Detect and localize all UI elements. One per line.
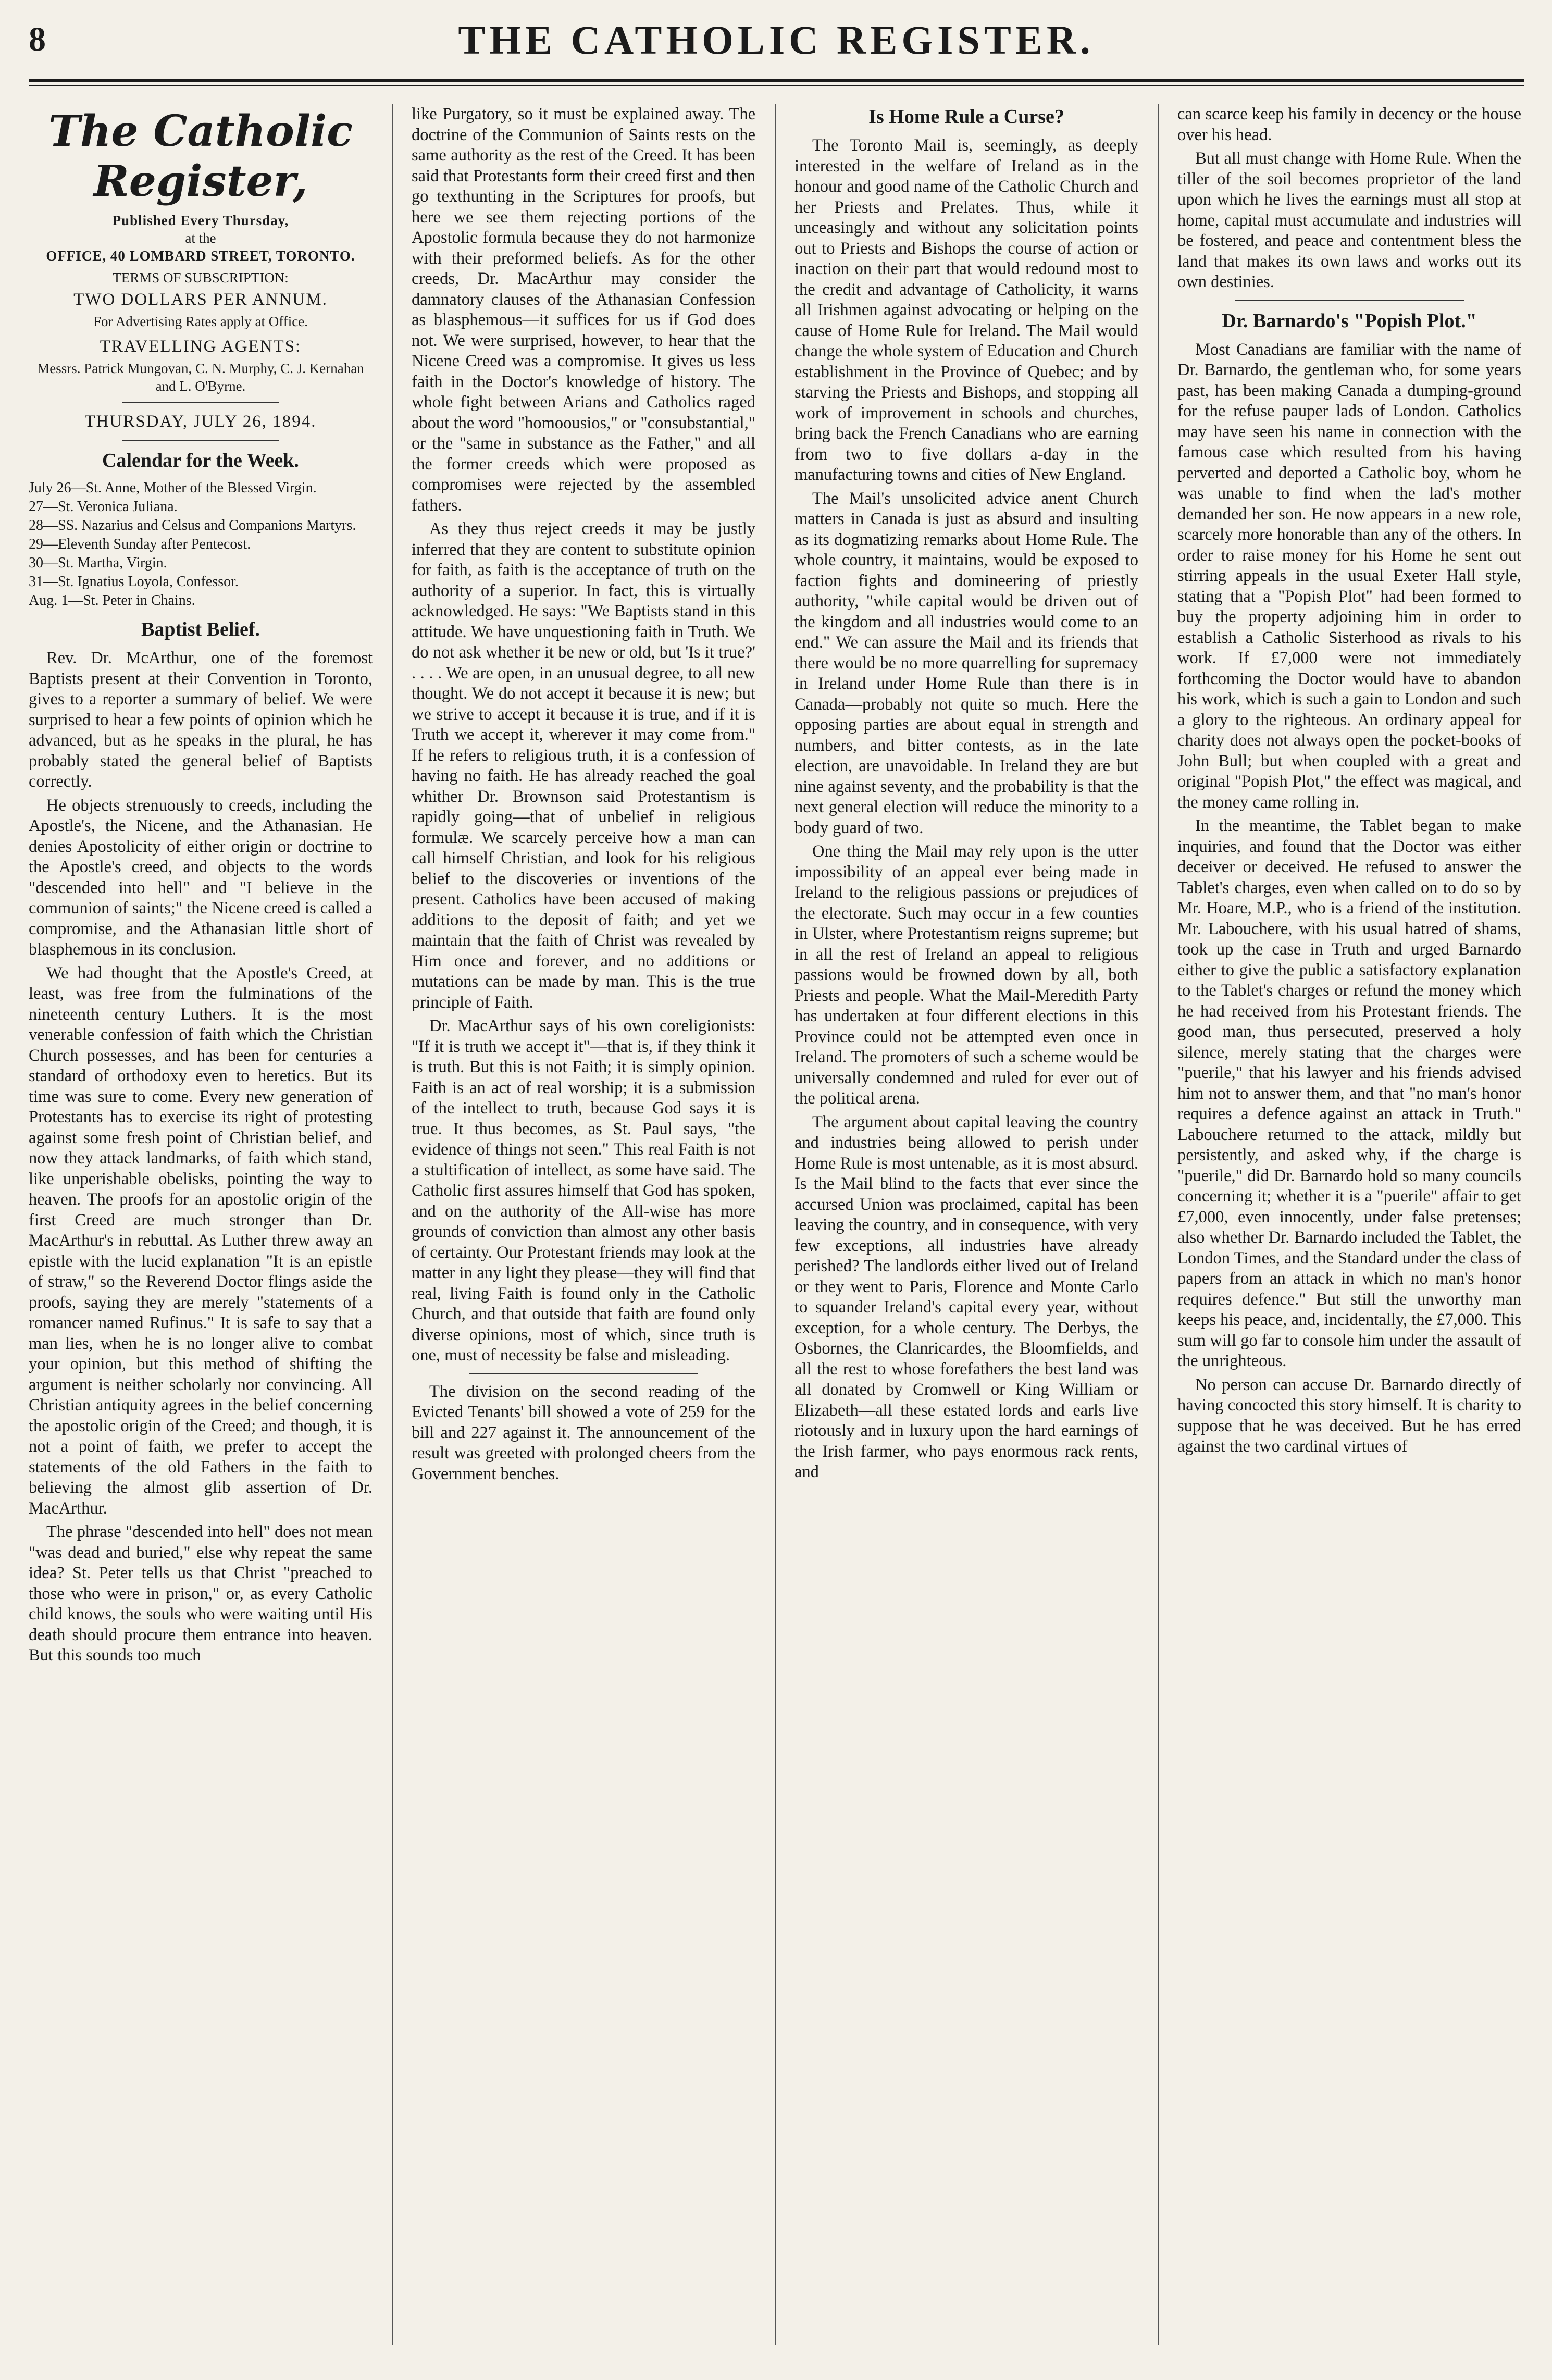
- calendar-entry: 30—St. Martha, Virgin.: [29, 555, 167, 571]
- article-paragraph: The phrase "descended into hell" does not mean "was dead and buried," else why repeat the same idea? St. Peter tells us that Christ "preached to those who were in prison," or, as every Catholic child knows, the souls who were waiting until His death should procure them entrance into heaven. But this sounds too much: [29, 1522, 373, 1665]
- column-3: [794, 104, 1138, 2360]
- article-paragraph: like Purgatory, so it must be explained away. The doctrine of the Communion of Saints rests on the same authority as the rest of the Creed. It has been said that Protestants form their creed first and then go texthunting in the Scriptures for proofs, but here we see them rejecting portions of the Apostolic formula because they do not harmonize with their preformed beliefs. As for the other creeds, Dr. MacArthur may consider the damnatory clauses of the Athanasian Confession as blasphemous—it suffices for us if God does not. We were surprised, however, to hear that the Nicene Creed was a compromise. It gives us less faith in the Doctor's knowledge of history. The whole fight between Arians and Catholics raged about the word "homoousios," or "consubstantial," or the "same in substance as the Father," and all the former creeds which were proposed as compromises were rejected by the assembled fathers.: [412, 105, 755, 515]
- column-4: [1177, 104, 1521, 2360]
- subscription-price: TWO DOLLARS PER ANNUM.: [73, 290, 328, 309]
- column-divider: [775, 104, 776, 2345]
- page-number: 8: [29, 20, 46, 58]
- page-header: [29, 10, 1524, 89]
- calendar-entry: 29—Eleventh Sunday after Pentecost.: [29, 536, 251, 552]
- publication-at: at the: [185, 230, 216, 246]
- division-vote-paragraph: The division on the second reading of the Evicted Tenants' bill showed a vote of 259 for the bill and 227 against it. The announcement of the result was greeted with prolonged cheers from the Government benches.: [412, 1382, 755, 1483]
- article-paragraph: Rev. Dr. McArthur, one of the foremost Baptists present at their Convention in Toronto, gives to a reporter a summary of belief. We were surprised to hear a few points of opinion which he advanced, but as he speaks in the plural, he has probably stated the general belief of Baptists correctly.: [29, 649, 373, 791]
- newspaper-title: THE CATHOLIC REGISTER.: [458, 17, 1095, 63]
- article-paragraph: Most Canadians are familiar with the name of Dr. Barnardo, the gentleman who, for some years past, has been making Canada a dumping-ground for the refuse pauper lads of London. Catholics may have seen his name in connection with the famous case which resulted from his having perverted and deported a Catholic boy, whom he was unable to find when the lad's mother demanded her son. He now appears in a new role, scarcely more honorable than any of the others. In order to raise money for his Home he sent out stirring appeals in the usual Exeter Hall style, stating that a "Popish Plot" had been formed to buy the property adjoining him in order to establish a Catholic Sisterhood as rivals to his work. If £7,000 were not immediately forthcoming the Doctor would have to abandon his work, which is such a gain to London and such a glory to the righteous. An ordinary appeal for charity does not always open the pocket-books of John Bull; but when coupled with a great and original "Popish Plot," the effect was magical, and the money came rolling in.: [1177, 340, 1521, 812]
- terms-heading: TERMS OF SUBSCRIPTION:: [113, 270, 289, 286]
- advertising-note: For Advertising Rates apply at Office.: [93, 314, 308, 329]
- article-paragraph: The argument about capital leaving the country and industries being allowed to perish under Home Rule is most untenable, as it is most absurd. Is the Mail blind to the facts that ever since the accursed Union was proclaimed, capital has been leaving the country, and in consequence, with very few exceptions, all industries have already perished? The landlords either lived out of Ireland or they went to Paris, Florence and Monte Carlo to squander Ireland's capital every year, without exception, for a whole century. The Derbys, the Osbornes, the Clanricardes, the Bloomfields, and all the rest to whose forefathers the best land was all donated by Cromwell or King William or Elizabeth—all these estated lords and earls live riotously and in luxury upon the hard earnings of the Irish farmer, who pays enormous rack rents, and: [794, 1112, 1138, 1481]
- office-address: OFFICE, 40 LOMBARD STREET, TORONTO.: [46, 248, 355, 264]
- column-divider: [392, 104, 393, 2345]
- column-divider: [1158, 104, 1159, 2345]
- header-rule: [29, 79, 1524, 82]
- article-paragraph: The Toronto Mail is, seemingly, as deeply interested in the welfare of Ireland as in the honour and good name of the Catholic Church and her Priests and Prelates. Thus, while it unceasingly and without any solicitation points out to Priests and Bishops the course of action or inaction on their part that would redound most to the credit and advantage of Catholicity, it warns all Irishmen against advocating or helping on the cause of Home Rule for Ireland. The Mail would change the whole system of Education and Church establishment in the Province of Quebec; and by starving the Priests and Bishops, and stopping all work of improvement in schools and churches, bring back the French Canadians who are earning from two to five dollars a-day in the manufacturing towns and cities of New England.: [794, 136, 1138, 484]
- article-paragraph: As they thus reject creeds it may be justly inferred that they are content to substitute opinion for faith, as faith is the acceptance of truth on the authority of a superior. In fact, this is virtually acknowledged. He says: "We Baptists stand in this attitude. We have unquestioning faith in Truth. We do not ask whether it be new or old, but 'Is it true?' . . . . We are open, in an unusual degree, to all new thought. We do not accept it because it is new; but we strive to accept it because it is true, and if it is Truth we accept it, wherever it may come from." If he refers to religious truth, it is a confession of having no faith. He has already reached the goal whither Dr. Brownson said Protestantism is rapidly going—that of unbelief in religious formulæ. We scarcely perceive how a man can call himself Christian, and look for his religious belief to the discoveries or inventions of the present. Catholics have been accused of making additions to the deposit of faith; and yet we maintain that the faith of Christ was revealed by Him once and forever, and no additions or mutations can be made by man. This is the true principle of Faith.: [412, 519, 755, 1012]
- article-paragraph: We had thought that the Apostle's Creed, at least, was free from the fulminations of the nineteenth century Luthers. It is the most venerable confession of faith which the Christian Church possesses, and has been for centuries a standard of orthodoxy even to heretics. But its time was sure to come. Every new generation of Protestants has to exercise its right of protesting against some fresh point of Christian belief, and now they attack landmarks, of faith which stand, like unperishable obelisks, pointing the way to heaven. The proofs for an apostolic origin of the first Creed are much stronger than Dr. MacArthur's in rebuttal. As Luther threw away an epistle with the lucid explanation "It is an epistle of straw," so the Reverend Doctor flings aside the proofs, saying they are merely "statements of a romancer named Rufinus." It is safe to say that a man lies, when he is no longer alive to combat your opinion, but this method of shifting the argument is neither scholarly nor convincing. All Christian antiquity agrees in the belief concerning the apostolic origin of the Creed; and though, it is not a point of faith, we prefer to accept the statements of the old Fathers in the faith to believing the almost glib assertion of Dr. MacArthur.: [29, 963, 373, 1518]
- section-divider: [122, 440, 279, 441]
- masthead-blackletter: The Catholic Register,: [48, 106, 353, 206]
- article-paragraph: can scarce keep his family in decency or the house over his head.: [1177, 105, 1521, 144]
- article-paragraph: In the meantime, the Tablet began to make inquiries, and found that the Doctor was either deceiver or deceived. He refused to answer the Tablet's charges, even when called on to do so by Mr. Hoare, M.P., who is a friend of the institution. Mr. Labouchere, with his usual hatred of shams, took up the case in Truth and urged Barnardo either to give the public a satisfactory explanation to the Tablet's charges or refund the money which he had received from his Protestant friends. The good man, thus persecuted, preserved a holy silence, merely stating that the charges were "puerile," that his lawyer and his friends advised him not to answer them, and that "no man's honor requires a defence against an attack in Truth." Labouchere returned to the attack, mildly but persistently, and asked why, if the charge is "puerile," did Dr. Barnardo hold so many councils concerning it; whether it is a "puerile" affair to get £7,000, even innocently, under false pretenses; also whether Dr. Barnardo included the Tablet, the London Times, and the Standard under the class of papers from an attack in which no man's honor requires defence." But still the unworthy man keeps his peace, and, incidentally, the £7,000. This sum will go far to console him under the assault of the unrighteous.: [1177, 816, 1521, 1370]
- calendar-entry: 28—SS. Nazarius and Celsus and Companions Martyrs.: [29, 517, 356, 534]
- article-paragraph: He objects strenuously to creeds, including the Apostle's, the Nicene, and the Athanasian. He denies Apostolicity of either origin or doctrine to the Apostle's creed, and objects to the words "descended into hell" and "I believe in the communion of saints;" the Nicene creed is called a compromise, and the Athanasian little short of blasphemous in its conclusion.: [29, 796, 373, 959]
- article-heading-barnardo: Dr. Barnardo's "Popish Plot.": [1222, 309, 1477, 332]
- section-divider: [122, 402, 279, 403]
- section-divider: [469, 1373, 698, 1374]
- publication-note: Published Every Thursday,: [112, 213, 289, 228]
- calendar-entry: 27—St. Veronica Juliana.: [29, 499, 178, 515]
- calendar-entry: July 26—St. Anne, Mother of the Blessed Virgin.: [29, 480, 317, 496]
- calendar-entry: 31—St. Ignatius Loyola, Confessor.: [29, 574, 239, 590]
- calendar-heading: Calendar for the Week.: [102, 450, 299, 472]
- calendar-entry: Aug. 1—St. Peter in Chains.: [29, 592, 195, 609]
- article-heading-baptist: Baptist Belief.: [141, 618, 260, 640]
- column-2: [412, 104, 755, 2360]
- agents-names: Messrs. Patrick Mungovan, C. N. Murphy, C. J. Kernahan and L. O'Byrne.: [37, 361, 364, 394]
- column-1: [29, 104, 373, 2360]
- section-divider: [1235, 300, 1464, 301]
- article-heading-home-rule: Is Home Rule a Curse?: [868, 106, 1064, 128]
- article-paragraph: The Mail's unsolicited advice anent Church matters in Canada is just as absurd and insulting as its dogmatizing remarks about Home Rule. The whole country, it maintains, would be exposed to faction fights and domineering of priestly authority, "while capital would be driven out of the kingdom and all industries would come to an end." We can assure the Mail and its friends that there would be no more quarrelling for supremacy in Ireland under Home Rule than there is in Canada—probably not quite so much. Here the opposing parties are about equal in strength and numbers, and bitter contests, as in the late election, are unavoidable. In Ireland they are but nine against seventy, and the probability is that the next general election will reduce the minority to a body guard of two.: [794, 489, 1138, 837]
- agents-heading: TRAVELLING AGENTS:: [100, 337, 302, 356]
- article-paragraph: No person can accuse Dr. Barnardo directly of having concocted this story himself. It is charity to suppose that he was deceived. But he has erred against the two cardinal virtues of: [1177, 1375, 1521, 1456]
- newspaper-page: [29, 10, 1524, 2371]
- article-paragraph: But all must change with Home Rule. When the tiller of the soil becomes proprietor of the land upon which he lives the earnings must all stop at home, capital must accumulate and industries will be fostered, and peace and contentment bless the land that makes its own laws and works out its own destinies.: [1177, 149, 1521, 291]
- header-rule-thin: [29, 85, 1524, 86]
- article-paragraph: One thing the Mail may rely upon is the utter impossibility of an appeal ever being made in Ireland to the religious passions or prejudices of the electorate. Such may occur in a few counties in Ulster, where Protestantism reigns supreme; but in all the rest of Ireland an appeal to religious passions would be frowned down by all, both Priests and people. What the Mail-Meredith Party has undertaken at four different elections in this Province could not be attempted even once in Ireland. The promoters of such a scheme would be universally condemned and ruled for ever out of the political arena.: [794, 842, 1138, 1108]
- issue-date: THURSDAY, JULY 26, 1894.: [84, 412, 317, 431]
- article-paragraph: Dr. MacArthur says of his own coreligionists: "If it is truth we accept it"—that is, if they think it is truth. But this is not Faith; it is simply opinion. Faith is an act of real worship; it is a submission of the intellect to truth, because God says it is true. It thus becomes, as St. Paul says, "the evidence of things not seen." This real Faith is not a stultification of intellect, as some have said. The Catholic first assures himself that God has spoken, and on the authority of the All-wise has more grounds of conviction than almost any other basis of certainty. Our Protestant friends may look at the matter in any light they please—they will find that real, living Faith is found only in the Catholic Church, and that outside that faith are found only diverse opinions, most of which, since truth is one, must of necessity be false and misleading.: [412, 1017, 755, 1365]
